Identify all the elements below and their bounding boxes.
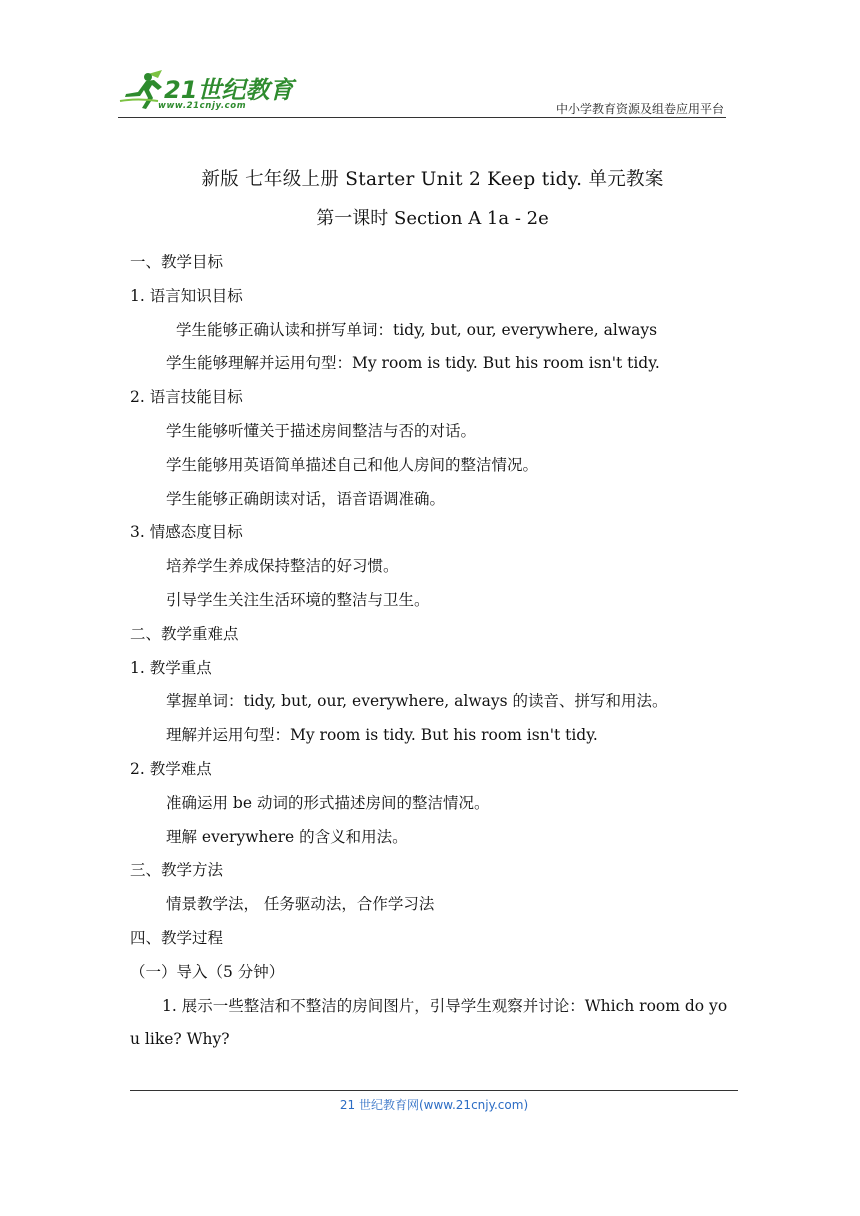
document-title: 新版 七年级上册 Starter Unit 2 Keep tidy. 单元教案 <box>201 169 664 190</box>
logo-text: 21世纪教育 <box>164 76 294 104</box>
page-header <box>118 62 726 118</box>
text-paragraph: 1. 展示一些整洁和不整洁的房间图片，引导学生观察并讨论：Which room do you like? Why? <box>130 996 728 1049</box>
text-line: 掌握单词：tidy, but, our, everywhere, always 的读音、拼写和用法。 <box>166 692 668 711</box>
platform-label: 中小学教育资源及组卷应用平台 <box>555 102 724 116</box>
section-heading: 一、教学目标 <box>130 253 224 271</box>
header-divider <box>118 117 726 118</box>
document-body <box>130 160 735 1057</box>
text-line: 情景教学法， 任务驱动法，合作学习法 <box>166 895 435 914</box>
subsection-heading: 1. 语言知识目标 <box>130 286 243 305</box>
logo <box>118 68 298 114</box>
section-heading: 三、教学方法 <box>130 861 224 880</box>
text-line: 学生能够用英语简单描述自己和他人房间的整洁情况。 <box>166 455 539 474</box>
section-heading: 四、教学过程 <box>130 928 224 947</box>
subsection-heading: 3. 情感态度目标 <box>130 523 243 542</box>
subsection-heading: 2. 教学难点 <box>130 759 212 778</box>
subsection-heading: 2. 语言技能目标 <box>130 388 243 407</box>
footer-divider <box>130 1090 738 1091</box>
text-line: 学生能够正确朗读对话，语音语调准确。 <box>166 489 446 508</box>
text-line: 引导学生关注生活环境的整洁与卫生。 <box>166 590 430 609</box>
subsection-heading: 1. 教学重点 <box>130 658 212 677</box>
text-line: 理解并运用句型：My room is tidy. But his room isn't tidy. <box>166 726 598 745</box>
text-line: 准确运用 be 动词的形式描述房间的整洁情况。 <box>166 793 490 812</box>
text-line: 理解 everywhere 的含义和用法。 <box>166 827 408 846</box>
footer-link[interactable]: 21 世纪教育网(www.21cnjy.com) <box>339 1098 529 1112</box>
text-line: 培养学生养成保持整洁的好习惯。 <box>166 557 399 576</box>
section-heading: 二、教学重难点 <box>130 624 239 643</box>
text-line: 学生能够听懂关于描述房间整洁与否的对话。 <box>166 421 477 440</box>
text-line: 学生能够理解并运用句型：My room is tidy. But his room isn't tidy. <box>166 354 660 373</box>
subsection-heading: （一）导入（5 分钟） <box>130 962 285 981</box>
document-subtitle: 第一课时 Section A 1a - 2e <box>316 208 549 229</box>
text-line: 学生能够正确认读和拼写单词：tidy, but, our, everywhere, always <box>176 320 658 339</box>
logo-url: www.21cnjy.com <box>158 101 247 111</box>
